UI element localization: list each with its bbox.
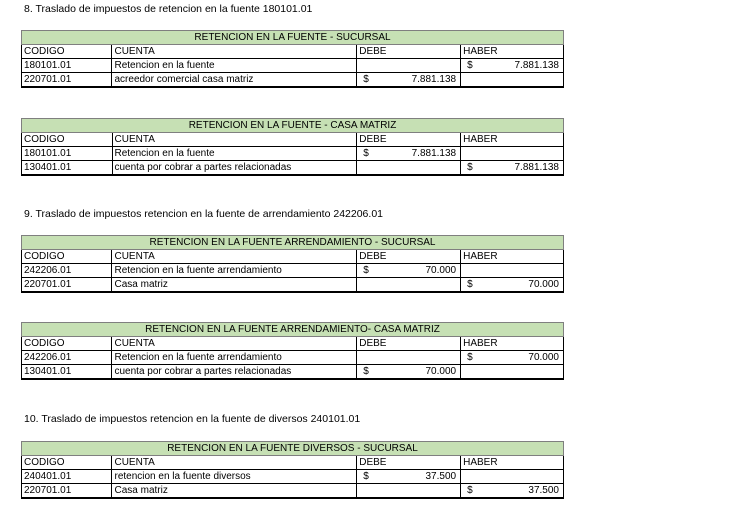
table-title-row	[22, 442, 564, 456]
debe-cell	[357, 147, 461, 161]
haber-cell	[461, 147, 564, 161]
column-header: DEBE	[357, 45, 461, 59]
table-title-row	[22, 323, 564, 337]
haber-cell	[461, 351, 564, 365]
table-row	[22, 365, 564, 380]
table-header-row	[22, 45, 564, 59]
section-10-heading: 10. Traslado de impuestos retencion en la fuente de diversos 240101.01	[24, 413, 361, 425]
table-row	[22, 59, 564, 73]
table-row	[22, 161, 564, 176]
ledger-table	[21, 235, 564, 293]
codigo-cell: 220701.01	[22, 73, 112, 88]
debe-cell	[357, 365, 461, 380]
codigo-cell: 180101.01	[22, 147, 113, 161]
codigo-cell: 240401.01	[22, 470, 112, 484]
codigo-cell: 180101.01	[22, 59, 112, 73]
currency-symbol: $	[467, 279, 473, 290]
cuenta-cell: acreedor comercial casa matriz	[112, 73, 357, 88]
haber-amount: 70.000	[528, 279, 559, 290]
cuenta-cell: cuenta por cobrar a partes relacionadas	[112, 365, 357, 380]
column-header: CODIGO	[22, 45, 112, 59]
cuenta-cell: cuenta por cobrar a partes relacionadas	[112, 161, 357, 176]
currency-symbol: $	[467, 162, 473, 173]
haber-amount: 70.000	[528, 352, 559, 363]
debe-cell	[357, 264, 461, 278]
debe-amount: 70.000	[425, 265, 457, 276]
table-title-row	[22, 31, 564, 45]
haber-cell	[461, 365, 564, 380]
debe-amount: 70.000	[425, 366, 457, 377]
amount	[463, 278, 561, 291]
currency-symbol: $	[363, 471, 369, 482]
haber-cell	[461, 264, 564, 278]
column-header: HABER	[461, 456, 564, 470]
ledger-table	[21, 322, 564, 380]
table-row	[22, 264, 564, 278]
cuenta-cell: Retencion en la fuente	[112, 59, 357, 73]
table-title: RETENCION EN LA FUENTE - SUCURSAL	[22, 31, 564, 45]
currency-symbol: $	[363, 265, 369, 276]
haber-amount: 7.881.138	[514, 60, 559, 71]
codigo-cell: 130401.01	[22, 365, 112, 380]
table-row	[22, 484, 564, 499]
amount	[463, 59, 561, 72]
haber-amount: 37.500	[528, 485, 559, 496]
cuenta-cell: Retencion en la fuente	[112, 147, 357, 161]
section-8-heading: 8. Traslado de impuestos de retencion en la fuente 180101.01	[24, 3, 313, 15]
column-header: CUENTA	[112, 133, 357, 147]
amount	[359, 73, 458, 86]
haber-cell	[461, 470, 564, 484]
table-row	[22, 147, 564, 161]
currency-symbol: $	[467, 60, 473, 71]
table-title: RETENCION EN LA FUENTE DIVERSOS - SUCURSAL	[22, 442, 564, 456]
currency-symbol: $	[363, 366, 369, 377]
amount	[359, 470, 458, 483]
haber-cell	[461, 278, 564, 293]
column-header: HABER	[461, 250, 564, 264]
column-header: CODIGO	[22, 456, 112, 470]
haber-cell	[461, 59, 564, 73]
amount	[359, 365, 458, 378]
debe-amount: 7.881.138	[411, 74, 457, 85]
debe-cell	[357, 278, 461, 293]
column-header: CUENTA	[112, 45, 357, 59]
column-header: HABER	[461, 133, 564, 147]
cuenta-cell: Casa matriz	[112, 484, 357, 499]
table-title-row	[22, 236, 564, 250]
table-title: RETENCION EN LA FUENTE ARRENDAMIENTO- CASA MATRIZ	[22, 323, 564, 337]
currency-symbol: $	[363, 148, 369, 159]
section-9-heading: 9. Traslado de impuestos retencion en la fuente de arrendamiento 242206.01	[24, 208, 383, 220]
column-header: CUENTA	[112, 337, 357, 351]
codigo-cell: 220701.01	[22, 484, 112, 499]
column-header: CODIGO	[22, 250, 112, 264]
amount	[463, 351, 561, 364]
debe-cell	[357, 351, 461, 365]
amount	[359, 147, 458, 160]
table-title-row	[22, 119, 564, 133]
table-row	[22, 73, 564, 88]
table-title: RETENCION EN LA FUENTE ARRENDAMIENTO - SUCURSAL	[22, 236, 564, 250]
debe-cell	[357, 484, 461, 499]
currency-symbol: $	[467, 485, 473, 496]
table-row	[22, 470, 564, 484]
haber-cell	[461, 484, 564, 499]
haber-cell	[461, 161, 564, 176]
table-header-row	[22, 337, 564, 351]
table-row	[22, 351, 564, 365]
column-header: DEBE	[357, 337, 461, 351]
column-header: CODIGO	[22, 133, 113, 147]
table-header-row	[22, 250, 564, 264]
column-header: CODIGO	[22, 337, 112, 351]
debe-cell	[357, 59, 461, 73]
codigo-cell: 242206.01	[22, 264, 112, 278]
column-header: DEBE	[357, 456, 461, 470]
debe-cell	[357, 73, 461, 88]
column-header: HABER	[461, 337, 564, 351]
column-header: DEBE	[357, 133, 461, 147]
column-header: HABER	[461, 45, 564, 59]
currency-symbol: $	[363, 74, 369, 85]
codigo-cell: 220701.01	[22, 278, 112, 293]
currency-symbol: $	[467, 352, 473, 363]
table-header-row	[22, 133, 564, 147]
haber-amount: 7.881.138	[514, 162, 559, 173]
debe-cell	[357, 470, 461, 484]
column-header: CUENTA	[112, 456, 357, 470]
ledger-table	[21, 118, 564, 176]
amount	[463, 484, 561, 497]
table-row	[22, 278, 564, 293]
codigo-cell: 130401.01	[22, 161, 113, 176]
column-header: CUENTA	[112, 250, 357, 264]
ledger-table	[21, 30, 564, 88]
haber-cell	[461, 73, 564, 88]
cuenta-cell: Casa matriz	[112, 278, 357, 293]
amount	[359, 264, 458, 277]
codigo-cell: 242206.01	[22, 351, 112, 365]
cuenta-cell: Retencion en la fuente arrendamiento	[112, 264, 357, 278]
table-title: RETENCION EN LA FUENTE - CASA MATRIZ	[22, 119, 564, 133]
column-header: DEBE	[357, 250, 461, 264]
debe-amount: 37.500	[425, 471, 457, 482]
ledger-table	[21, 441, 564, 499]
table-header-row	[22, 456, 564, 470]
amount	[463, 161, 561, 174]
debe-amount: 7.881.138	[411, 148, 457, 159]
cuenta-cell: retencion en la fuente diversos	[112, 470, 357, 484]
cuenta-cell: Retencion en la fuente arrendamiento	[112, 351, 357, 365]
debe-cell	[357, 161, 461, 176]
